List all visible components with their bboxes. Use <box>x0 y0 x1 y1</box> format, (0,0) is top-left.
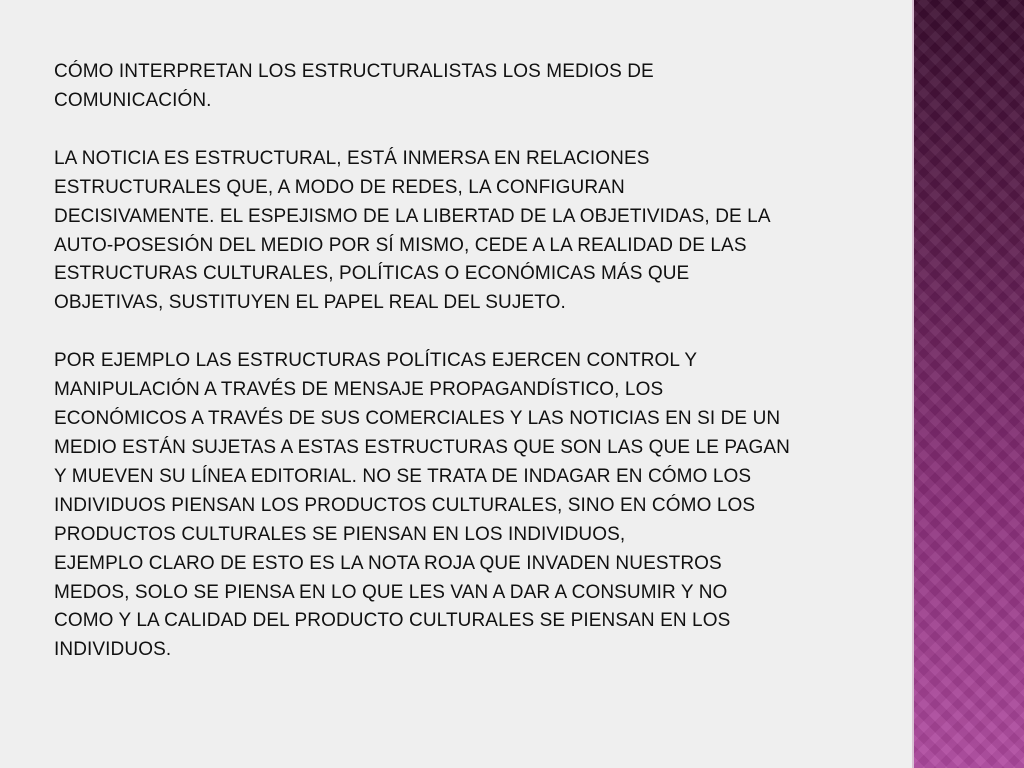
paragraph-example-structures: POR EJEMPLO LAS ESTRUCTURAS POLÍTICAS EJERCEN CONTROL Y MANIPULACIÓN A TRAVÉS DE MENSAJE PROPAGANDÍSTICO, LOS ECONÓMICOS A TRAVÉS DE SUS COMERCIALES Y LAS NOTICIAS EN SI DE UN MEDIO ESTÁN SUJETAS A ESTAS ESTRUCTURAS QUE SON LAS QUE LE PAGAN Y MUEVEN SU LÍNEA EDITORIAL. NO SE TRATA DE INDAGAR EN CÓMO LOS INDIVIDUOS PIENSAN LOS PRODUCTOS CULTURALES, SINO EN CÓMO LOS PRODUCTOS CULTURALES SE PIENSAN EN LOS INDIVIDUOS, <box>54 350 790 545</box>
paragraph-heading: CÓMO INTERPRETAN LOS ESTRUCTURALISTAS LOS MEDIOS DE COMUNICACIÓN. <box>54 61 654 111</box>
paragraph-spacer <box>54 318 854 347</box>
paragraph-news-structural: LA NOTICIA ES ESTRUCTURAL, ESTÁ INMERSA EN RELACIONES ESTRUCTURALES QUE, A MODO DE REDES, LA CONFIGURAN DECISIVAMENTE. EL ESPEJISMO DE LA LIBERTAD DE LA OBJETIVIDAS, DE LA AUTO-POSESIÓN DEL MEDIO POR SÍ MISMO, CEDE A LA REALIDAD DE LAS ESTRUCTURAS CULTURALES, POLÍTICAS O ECONÓMICAS MÁS QUE OBJETIVAS, SUSTITUYEN EL PAPEL REAL DEL SUJETO. <box>54 147 771 314</box>
slide-text-block <box>54 58 854 665</box>
paragraph-example-nota-roja: EJEMPLO CLARO DE ESTO ES LA NOTA ROJA QUE INVADEN NUESTROS MEDOS, SOLO SE PIENSA EN LO QUE LES VAN A DAR A CONSUMIR Y NO COMO Y LA CALIDAD DEL PRODUCTO CULTURALES SE PIENSAN EN LOS INDIVIDUOS. <box>54 552 731 661</box>
decorative-side-band <box>912 0 1024 768</box>
paragraph-spacer <box>54 116 854 145</box>
